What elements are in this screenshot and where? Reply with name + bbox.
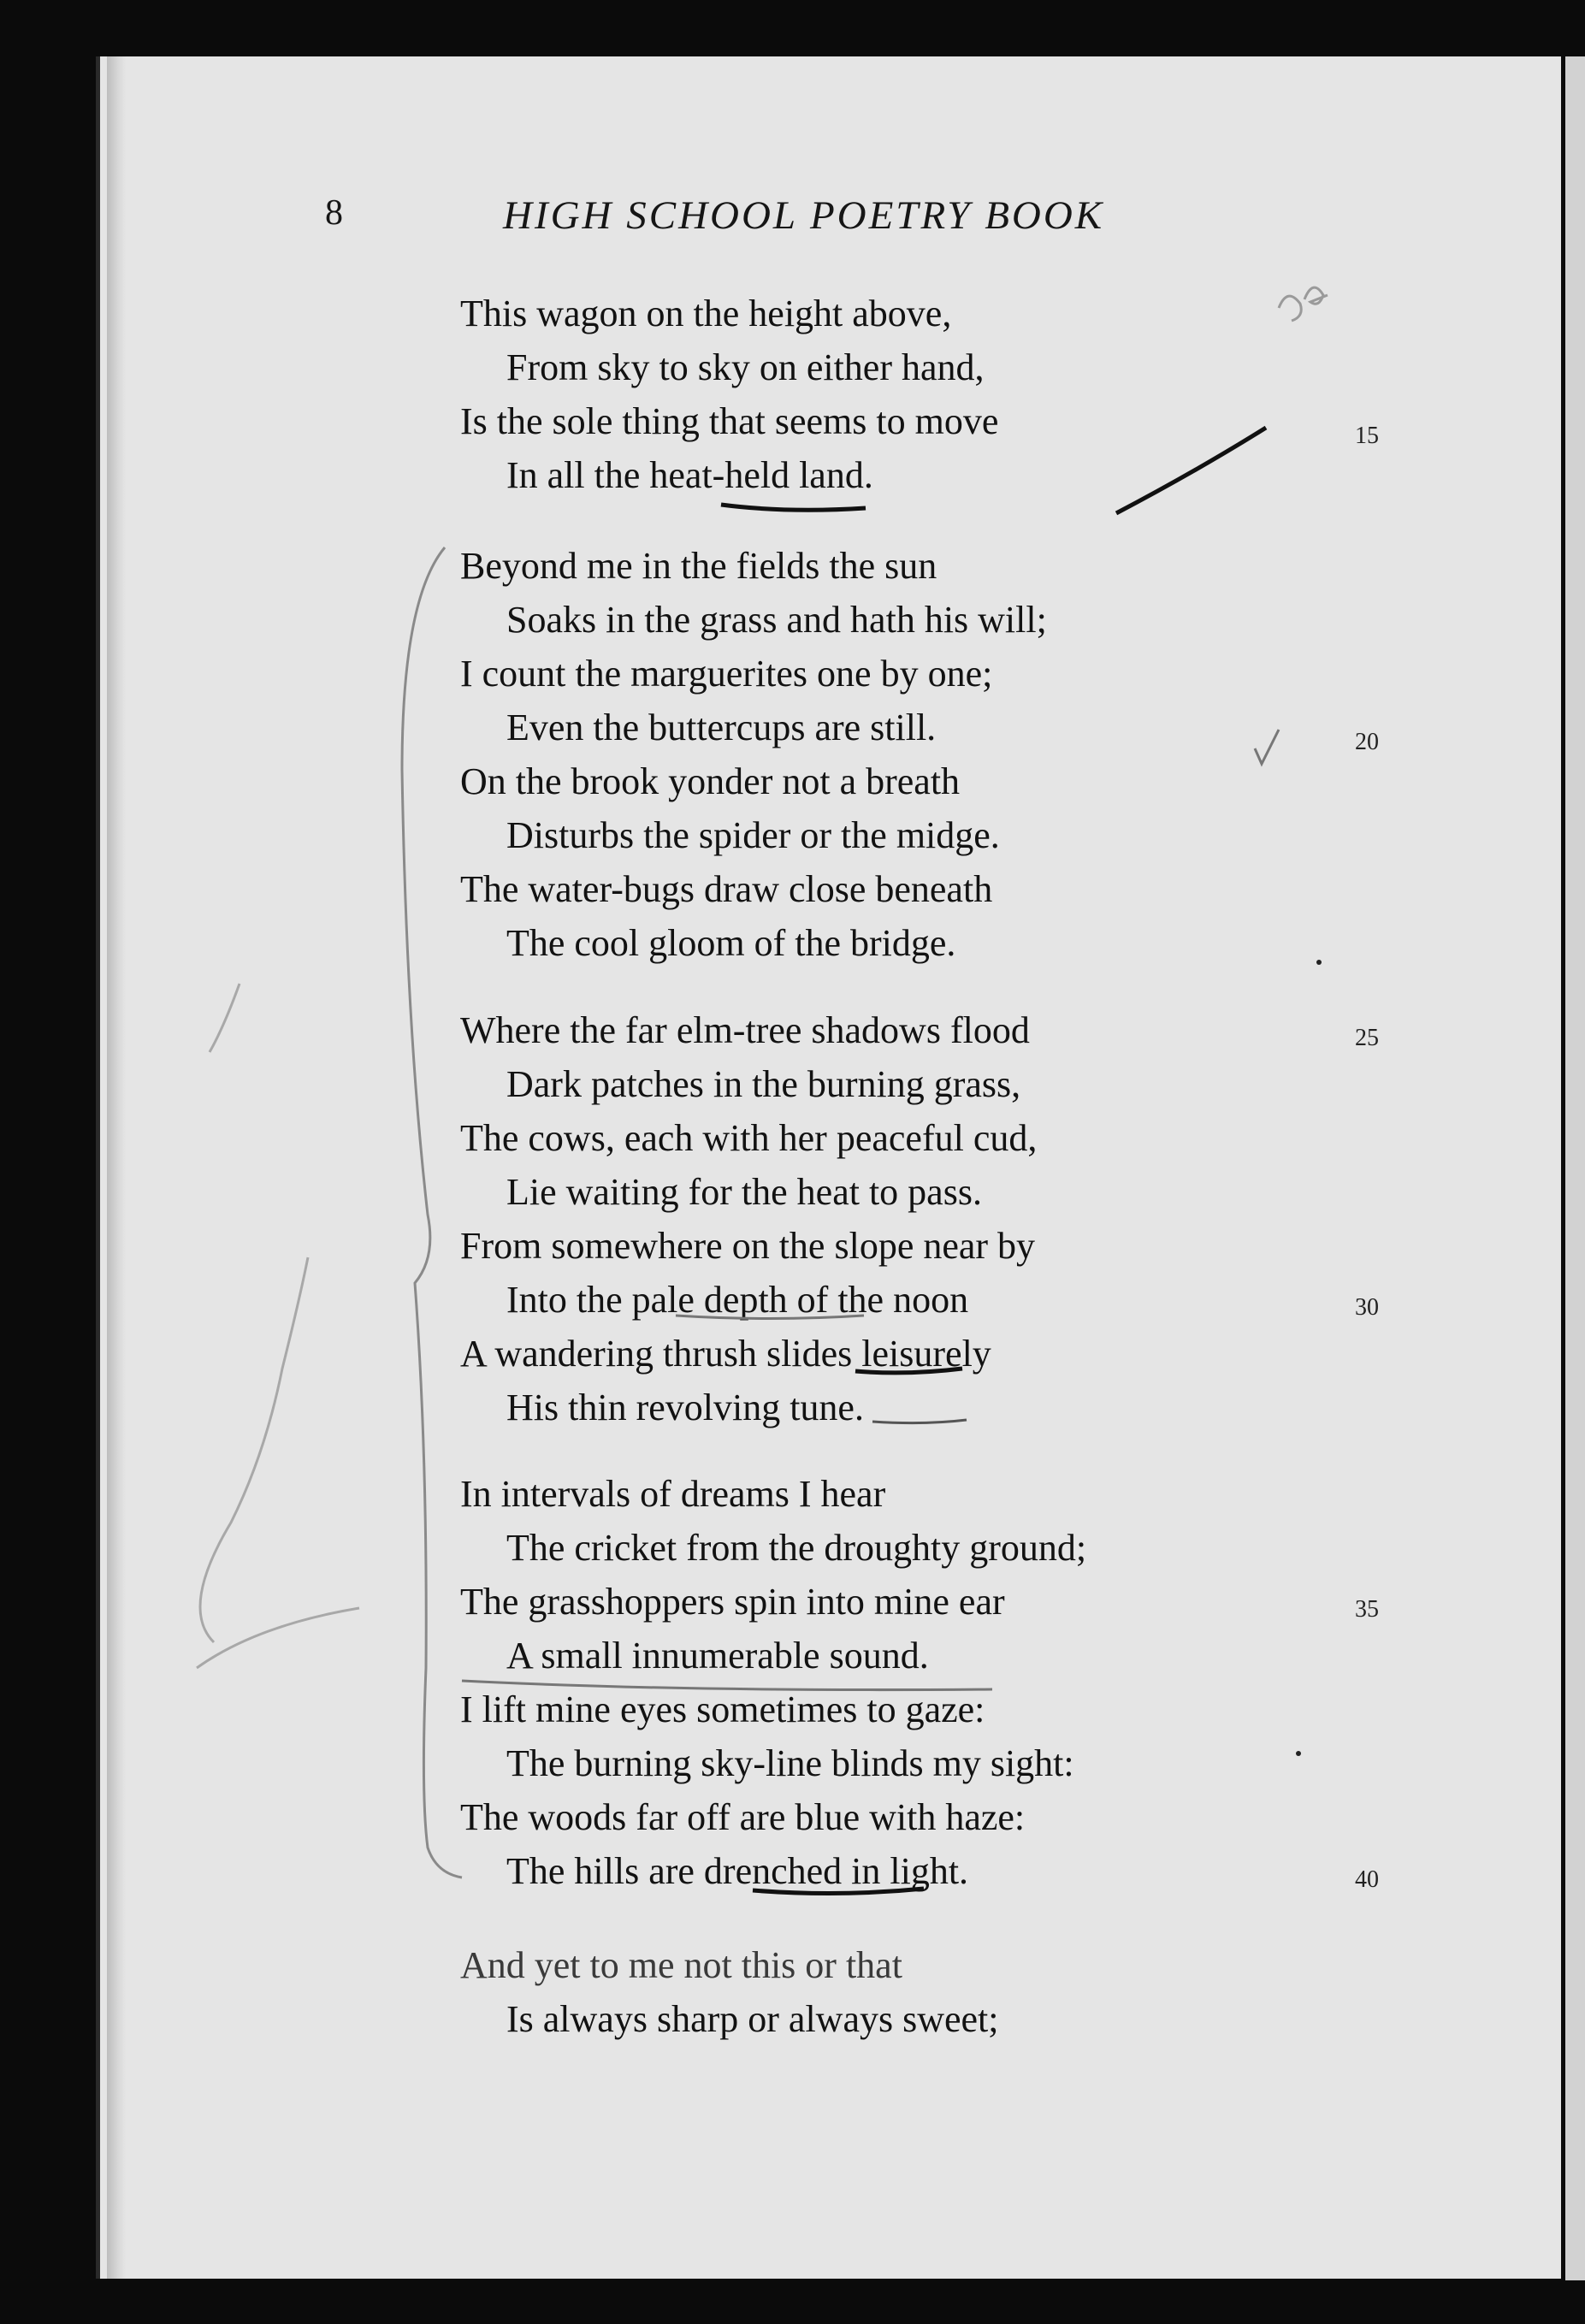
- poem-line: The cool gloom of the bridge.: [506, 922, 956, 964]
- poem-line: Is the sole thing that seems to move: [460, 400, 999, 442]
- line-number: 30: [1355, 1294, 1379, 1321]
- line-number: 35: [1355, 1596, 1379, 1623]
- pencil-bracket: [402, 547, 462, 1878]
- poem-line: The hills are drenched in light.: [506, 1850, 969, 1892]
- pencil-scribble: [197, 984, 359, 1668]
- poem-line: The cricket from the droughty ground;: [506, 1527, 1087, 1569]
- poem-line: A small innumerable sound.: [506, 1635, 929, 1676]
- pencil-underline: [676, 1316, 864, 1319]
- pencil-mark: [1279, 287, 1328, 321]
- poem-line: From somewhere on the slope near by: [460, 1225, 1036, 1267]
- poem-line: Where the far elm-tree shadows flood: [460, 1009, 1030, 1051]
- poem-line: Lie waiting for the heat to pass.: [506, 1171, 982, 1213]
- ink-check-mark: [1116, 428, 1266, 513]
- poem-line: A wandering thrush slides leisurely: [460, 1333, 991, 1375]
- poem-line: Even the buttercups are still.: [506, 707, 937, 748]
- poem-line: The woods far off are blue with haze:: [460, 1796, 1026, 1838]
- page-title: HIGH SCHOOL POETRY BOOK: [503, 193, 1105, 238]
- poem-line: His thin revolving tune.: [506, 1387, 864, 1428]
- ink-underline: [753, 1889, 924, 1894]
- line-number: 15: [1355, 423, 1379, 449]
- poem-line: This wagon on the height above,: [460, 293, 952, 334]
- poem-line: In all the heat-held land.: [506, 454, 873, 496]
- poem-line: Is always sharp or always sweet;: [506, 1998, 999, 2040]
- line-number: 25: [1355, 1025, 1379, 1051]
- poem-line: In intervals of dreams I hear: [460, 1473, 886, 1515]
- poem-line: Disturbs the spider or the midge.: [506, 814, 1000, 856]
- pencil-underline: [872, 1420, 967, 1423]
- poem-line: I count the marguerites one by one;: [460, 653, 993, 695]
- poem-line: I lift mine eyes sometimes to gaze:: [460, 1688, 985, 1730]
- poem-line: The water-bugs draw close beneath: [460, 868, 993, 910]
- ink-dot: [1316, 960, 1322, 965]
- poem-line: Into the pale depth of the noon: [506, 1279, 969, 1321]
- poem-line: The cows, each with her peaceful cud,: [460, 1117, 1038, 1159]
- poem-line: From sky to sky on either hand,: [506, 346, 985, 388]
- ink-dot: [1296, 1751, 1301, 1756]
- poem-line: The burning sky-line blinds my sight:: [506, 1742, 1074, 1784]
- pencil-underline: [462, 1681, 992, 1690]
- poem-line: And yet to me not this or that: [460, 1944, 902, 1986]
- line-number: 40: [1355, 1866, 1379, 1893]
- poem-line: Dark patches in the burning grass,: [506, 1063, 1021, 1105]
- poem-line: On the brook yonder not a breath: [460, 760, 961, 802]
- pencil-tick: [1255, 730, 1279, 764]
- ink-underline: [721, 505, 866, 510]
- poem-line: Soaks in the grass and hath his will;: [506, 599, 1047, 641]
- poem-line: Beyond me in the fields the sun: [460, 545, 937, 587]
- page-number: 8: [325, 193, 343, 233]
- line-number: 20: [1355, 729, 1379, 755]
- poem-line: The grasshoppers spin into mine ear: [460, 1581, 1005, 1623]
- ink-underline: [855, 1369, 962, 1373]
